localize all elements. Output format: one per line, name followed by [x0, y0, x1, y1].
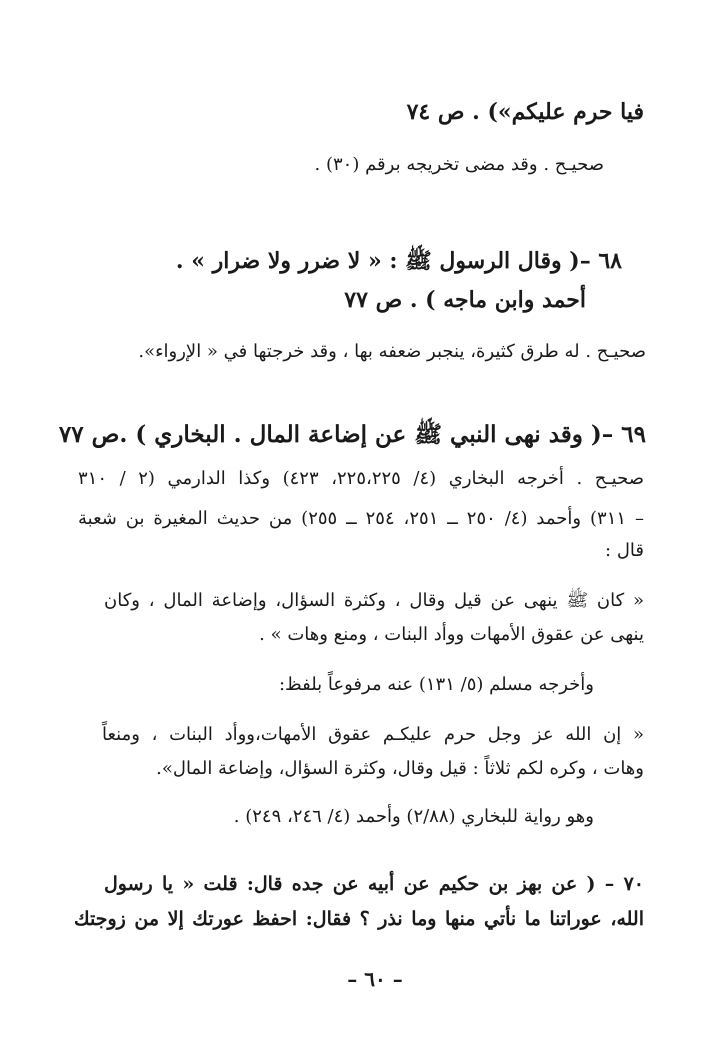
line-1: فيا حرم عليكم») . ص ٧٤ — [406, 99, 644, 125]
page-number: – ٦٠ – — [347, 967, 403, 991]
line-15: وهو رواية للبخاري (٢/٨٨) وأحمد (٤/ ٢٤٦، ٢٤٩) . — [233, 806, 594, 827]
line-12: وأخرجه مسلم (٥/ ١٣١) عنه مرفوعاً بلفظ: — [278, 674, 594, 695]
hadith-68-heading: ٦٨ –( وقال الرسول ﷺ : « لا ضرر ولا ضرار » . — [175, 248, 622, 274]
line-14: وهات ، وكره لكم ثلاثاً : قيل وقال، وكثرة السؤال، وإضاعة المال». — [156, 758, 644, 779]
line-2: صحيـح . وقد مضى تخريجه برقم (٣٠) . — [314, 154, 604, 175]
hadith-70-heading: ٧٠ – ( عن بهز بن حكيم عن أبيه عن جده قال: قلت « يا رسول — [104, 873, 644, 895]
hadith-69-heading: ٦٩ –( وقد نهى النبي ﷺ عن إضاعة المال . البخاري ) .ص ٧٧ — [58, 421, 646, 448]
line-13: « إن الله عز وجل حرم عليكـم عقوق الأمهات،ووأد البنات ، ومنعاً — [102, 724, 644, 745]
hadith-68-source: أحمد وابن ماجه ) . ص ٧٧ — [344, 287, 586, 313]
line-5: صحيـح . له طرق كثيرة، ينجبر ضعفه بها ، وقد خرجتها في « الإرواء». — [138, 341, 646, 362]
line-9: قال : — [605, 540, 644, 561]
hadith-70-continuation: الله، عوراتنا ما نأتي منها وما نذر ؟ فقال: احفظ عورتك إلا من زوجتك — [74, 908, 644, 930]
line-10: « كان ﷺ ينهى عن قيل وقال ، وكثرة السؤال، وإضاعة المال ، وكان — [104, 590, 644, 611]
line-11: ينهى عن عقوق الأمهات ووأد البنات ، ومنع وهات » . — [259, 624, 644, 645]
line-7: صحيـح . أخرجه البخاري (٤/ ٢٢٥،٢٢٥، ٤٢٣) وكذا الدارمي (٢ / ٣١٠ — [78, 468, 645, 489]
line-8: – ٣١١) وأحمد (٤/ ٢٥٠ ــ ٢٥١، ٢٥٤ ــ ٢٥٥) من حديث المغيرة بن شعبة — [78, 508, 644, 529]
